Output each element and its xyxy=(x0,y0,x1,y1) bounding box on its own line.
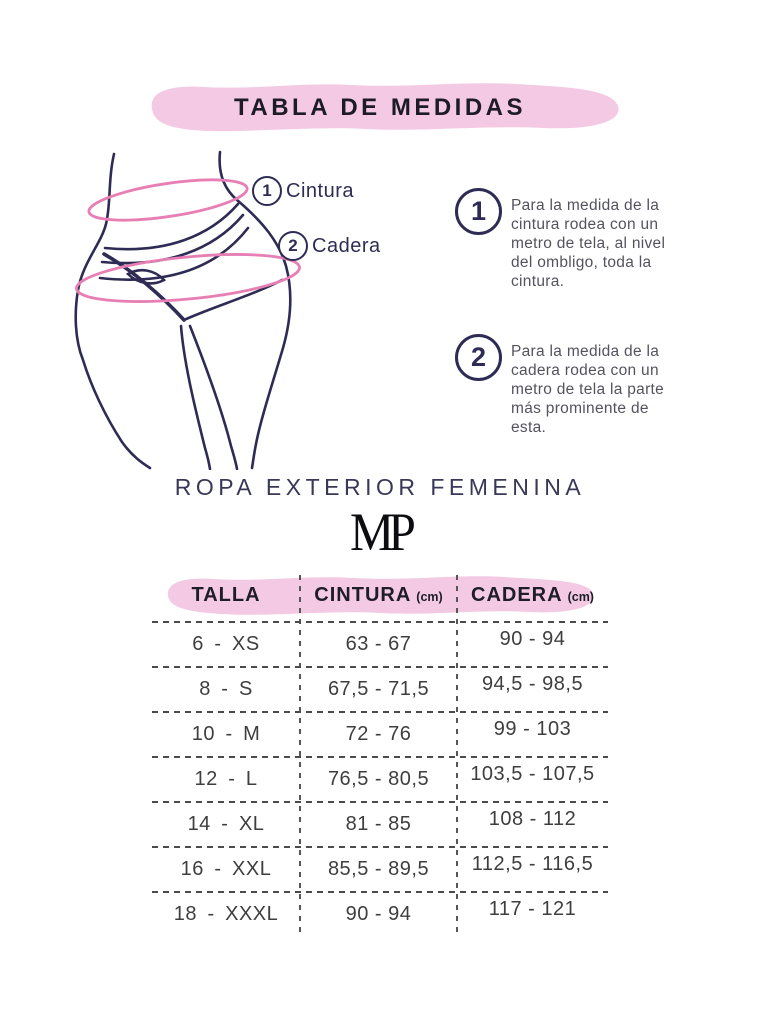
body-measurement-illustration xyxy=(70,150,410,470)
instruction-2-number-badge: 2 xyxy=(455,334,502,381)
size-table xyxy=(152,573,608,940)
inner-leg-right xyxy=(190,326,237,469)
diagram-label-cintura xyxy=(252,176,354,206)
section-title: ROPA EXTERIOR FEMENINA xyxy=(174,474,586,500)
table-row xyxy=(152,667,608,712)
cell-cintura: 81 - 85 xyxy=(345,813,412,835)
cell-cadera: 117 - 121 xyxy=(488,898,577,920)
header-talla xyxy=(152,573,300,617)
instruction-2-text: Para la medida de la cadera rodea con un metro de tela la parte más prominente de esta. xyxy=(511,343,665,436)
cell-cintura: 90 - 94 xyxy=(345,903,412,925)
cadera-number-badge: 2 xyxy=(278,231,308,261)
cell-talla: 12 - L xyxy=(194,768,258,790)
table-row xyxy=(152,757,608,802)
cadera-label-text: Cadera xyxy=(312,234,381,257)
header-talla-label: TALLA xyxy=(191,583,261,606)
waistband-line-1 xyxy=(105,204,238,249)
header-cintura xyxy=(300,573,457,617)
cell-cintura: 63 - 67 xyxy=(345,633,412,655)
cintura-number-badge: 1 xyxy=(252,176,282,206)
table-header xyxy=(152,573,608,622)
title-banner xyxy=(124,79,636,137)
cell-talla: 6 - XS xyxy=(192,633,260,655)
cell-talla: 16 - XXL xyxy=(180,858,272,880)
cell-talla: 18 - XXXL xyxy=(173,903,279,925)
cell-talla: 10 - M xyxy=(191,723,261,745)
torso-left-outline xyxy=(76,154,150,468)
page-title: TABLA DE MEDIDAS xyxy=(234,94,526,121)
instruction-1 xyxy=(455,188,695,291)
cell-cadera: 108 - 112 xyxy=(488,808,577,830)
cell-cadera: 103,5 - 107,5 xyxy=(470,763,595,785)
cell-cintura: 72 - 76 xyxy=(345,723,412,745)
cell-talla: 8 - S xyxy=(199,678,253,700)
cell-cintura: 85,5 - 89,5 xyxy=(327,858,430,880)
brand-logo: MP xyxy=(350,502,410,562)
inner-leg-left xyxy=(181,326,210,469)
header-cadera xyxy=(457,573,608,617)
table-row xyxy=(152,892,608,937)
cintura-label-text: Cintura xyxy=(286,179,354,202)
table-row xyxy=(152,622,608,667)
instruction-1-text: Para la medida de la cintura rodea con un metro de tela, al nivel del ombligo, toda la cintura. xyxy=(511,197,666,290)
header-cintura-unit: (cm) xyxy=(416,590,443,604)
body-illustration-svg xyxy=(70,150,410,470)
instruction-2 xyxy=(455,334,695,437)
table-row xyxy=(152,802,608,847)
cell-cadera: 94,5 - 98,5 xyxy=(481,673,584,695)
table-row xyxy=(152,712,608,757)
cell-cadera: 112,5 - 116,5 xyxy=(471,853,594,875)
header-cadera-unit: (cm) xyxy=(567,590,594,604)
header-cintura-label: CINTURA xyxy=(314,583,412,606)
cell-cadera: 99 - 103 xyxy=(493,718,572,740)
header-cadera-label: CADERA xyxy=(471,583,563,606)
cell-cintura: 67,5 - 71,5 xyxy=(327,678,430,700)
ribbon-detail xyxy=(128,270,164,283)
cell-cintura: 76,5 - 80,5 xyxy=(327,768,430,790)
diagram-label-cadera xyxy=(278,231,381,261)
cell-talla: 14 - XL xyxy=(187,813,265,835)
cell-cadera: 90 - 94 xyxy=(499,628,566,650)
instruction-1-number-badge: 1 xyxy=(455,188,502,235)
table-row xyxy=(152,847,608,892)
